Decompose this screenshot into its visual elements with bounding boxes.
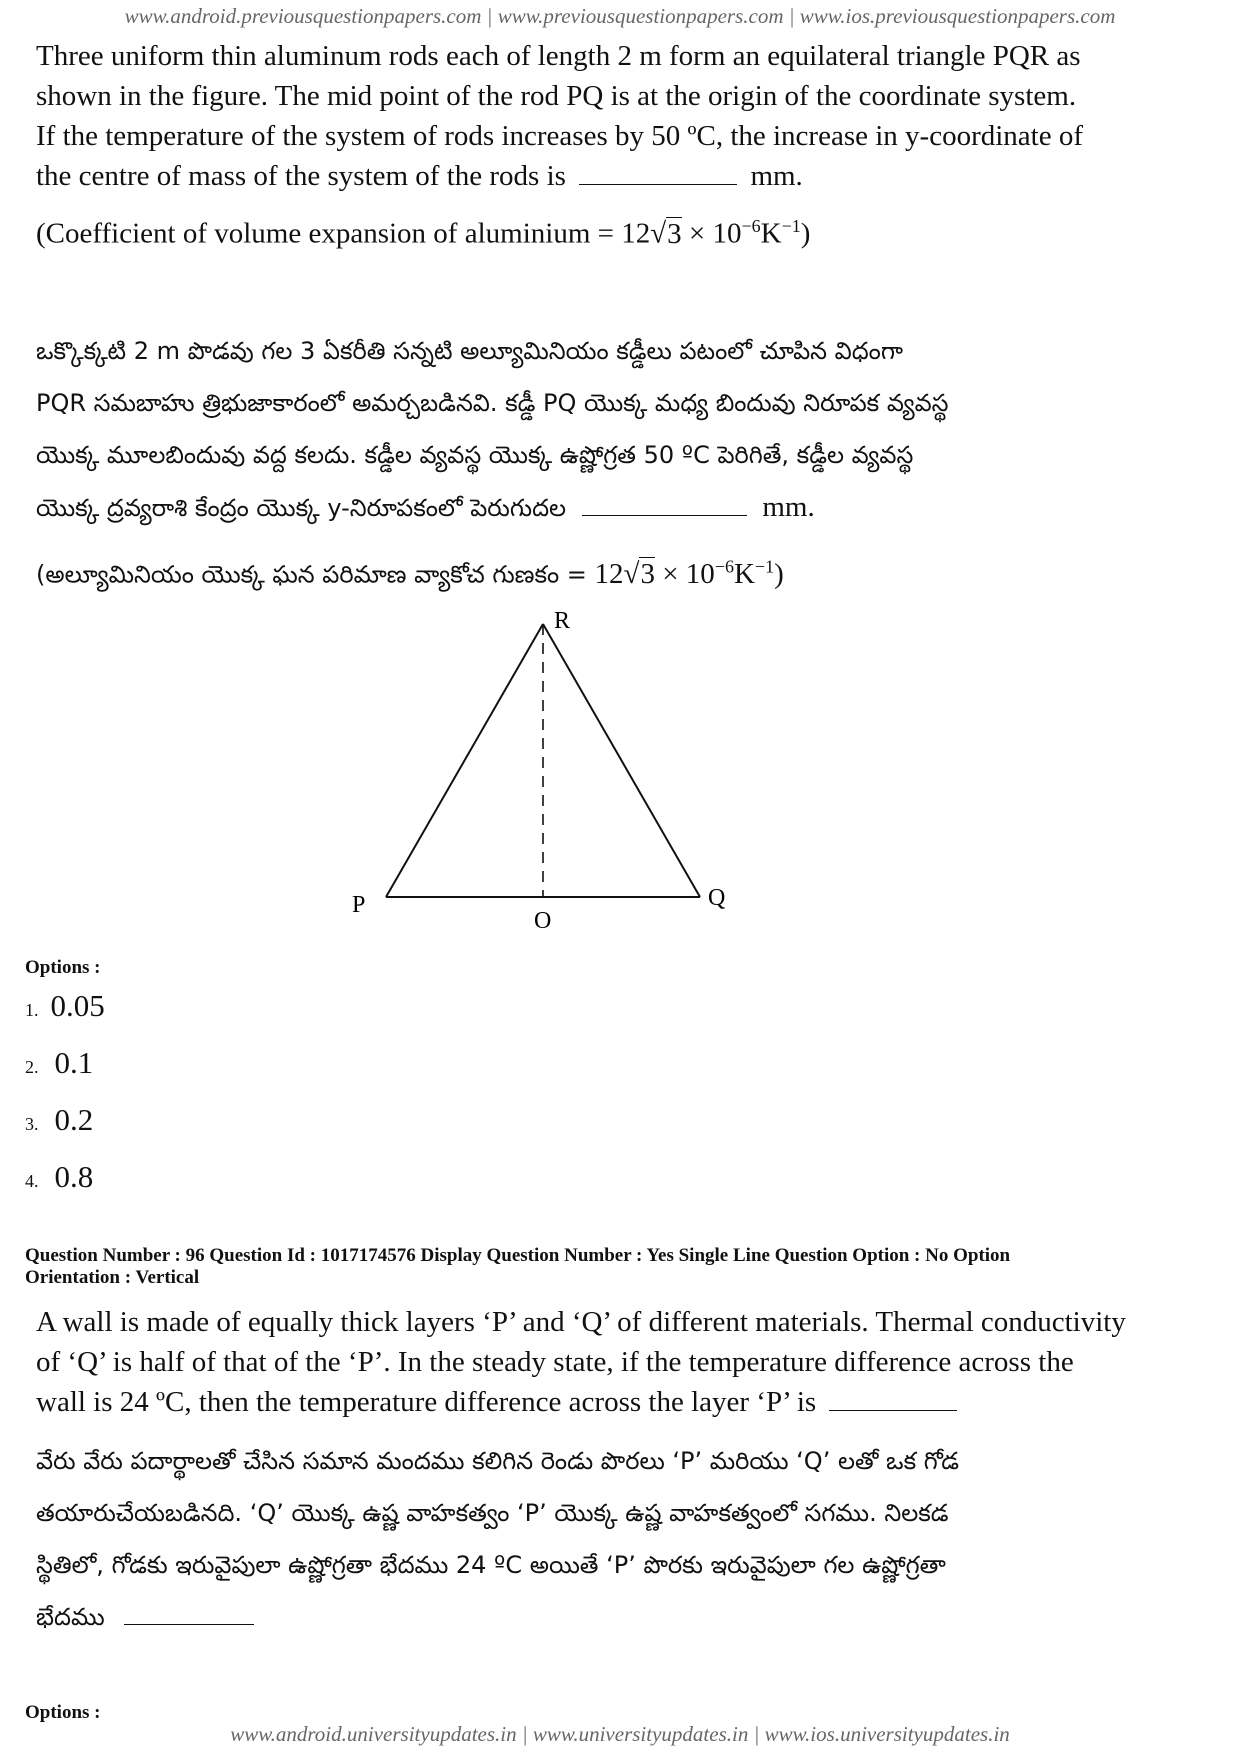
q2-options-label: Options : (25, 1702, 101, 1723)
rod-qr (543, 624, 700, 897)
coef-unit-exp: −1 (781, 216, 801, 236)
q1-te-line-1: ఒక్కొక్కటి 2 m పొడవు గల 3 ఏకరీతి సన్నటి అల్యూమినియం కడ్డీలు పటంలో చూపిన విధంగా (36, 337, 903, 365)
q2-en-line-1: A wall is made of equally thick layers ‘P’ and ‘Q’ of different materials. Thermal conductivity (36, 1306, 1126, 1338)
sqrt-icon: √ (623, 557, 640, 590)
te-coef-times: × 10 (662, 557, 715, 590)
coef-label: (Coefficient of volume expansion of aluminium = (36, 217, 614, 250)
option-number: 1. (25, 1000, 39, 1020)
option-number: 4. (25, 1171, 39, 1191)
sqrt-icon: √ (650, 217, 667, 250)
rod-pr (386, 624, 543, 897)
coef-num: 12 (621, 217, 651, 250)
answer-blank (124, 1604, 254, 1625)
q1-te-line-2: PQR సమబాహు త్రిభుజాకారంలో అమర్చబడినవి. కడ్డీ PQ యొక్క మధ్య బిందువు నిరూపక వ్యవస్థ (36, 389, 949, 417)
option-number: 3. (25, 1114, 39, 1134)
te-coef-num: 12 (594, 557, 624, 590)
option-number: 2. (25, 1057, 39, 1077)
q2-te-line-2: తయారుచేయబడినది. ‘Q’ యొక్క ఉష్ణ వాహకత్వం ‘P’ యొక్క ఉష్ణ వాహకత్వంలో సగము. నిలకడ (36, 1499, 949, 1527)
label-r: R (554, 608, 571, 634)
q1-te-unit: mm. (762, 491, 815, 523)
label-q: Q (708, 885, 726, 911)
q2-en-line-3 (36, 1382, 1216, 1422)
q1-option-4[interactable] (25, 1159, 93, 1195)
footer-watermark: www.android.universityupdates.in | www.universityupdates.in | www.ios.universityupdates.in (230, 1722, 1010, 1746)
q2-meta-line-1: Question Number : 96 Question Id : 1017174576 Display Question Number : Yes Single Line Question Option : No Option (25, 1245, 1011, 1266)
coef-close: ) (800, 217, 811, 250)
header-watermark: www.android.previousquestionpapers.com | www.previousquestionpapers.com | www.ios.previousquestionpapers.com (124, 4, 1116, 28)
q1-en-line-3: If the temperature of the system of rods increases by 50 ºC, the increase in y-coordinate of (36, 120, 1083, 152)
q1-te-line-4-text: యొక్క ద్రవ్యరాశి కేంద్రం యొక్క y-నిరూపకంలో పెరుగుదల (36, 494, 567, 522)
q1-option-1[interactable] (25, 988, 105, 1024)
coef-exp: −6 (741, 216, 761, 236)
option-value: 0.8 (54, 1159, 94, 1194)
q2-en-line-2: of ‘Q’ is half of that of the ‘P’. In the steady state, if the temperature difference across the (36, 1346, 1074, 1378)
q1-te-line-3: యొక్క మూలబిందువు వద్ద కలదు. కడ్డీల వ్యవస్థ యొక్క ఉష్ణోగ్రత 50 ºC పెరిగితే, కడ్డీల వ్యవస్థ (36, 441, 914, 469)
q2-te-line-3: స్థితిలో, గోడకు ఇరువైపులా ఉష్ణోగ్రతా భేదము 24 ºC అయితే ‘P’ పొరకు ఇరువైపులా గల ఉష్ణోగ్రతా (36, 1551, 946, 1579)
answer-blank (829, 1382, 957, 1411)
te-coef-unit: K (733, 557, 755, 590)
option-value: 0.1 (54, 1045, 94, 1080)
q2-en-line-3-text: wall is 24 ºC, then the temperature difference across the layer ‘P’ is (36, 1386, 817, 1418)
coef-times: × 10 (688, 217, 742, 250)
option-value: 0.2 (54, 1102, 94, 1137)
q2-te-line-1: వేరు వేరు పదార్థాలతో చేసిన సమాన మందము కలిగిన రెండు పొరలు ‘P’ మరియు ‘Q’ లతో ఒక గోడ (36, 1447, 960, 1475)
label-p: P (352, 892, 366, 918)
q1-option-2[interactable] (25, 1045, 93, 1081)
q2-metadata (25, 1245, 1225, 1289)
q1-en-line-2: shown in the figure. The mid point of the rod PQ is at the origin of the coordinate system. (36, 80, 1077, 112)
te-coef-unit-exp: −1 (754, 556, 775, 576)
te-coef-label: (అల్యూమినియం యొక్క ఘన పరిమాణ వ్యాకోచ గుణకం = (36, 560, 587, 589)
q1-option-3[interactable] (25, 1102, 93, 1138)
te-coef-close: ) (774, 557, 784, 590)
te-coef-exp: −6 (714, 556, 734, 576)
coef-unit: K (760, 217, 782, 250)
q2-meta-line-2: Orientation : Vertical (25, 1267, 200, 1288)
q2-telugu-text (36, 1435, 1216, 1643)
q1-en-line-1: Three uniform thin aluminum rods each of length 2 m form an equilateral triangle PQR as (36, 40, 1081, 72)
q2-te-line-4 (36, 1591, 1216, 1643)
q1-en-line-4-text: the centre of mass of the system of the rods is (36, 160, 566, 192)
q1-options-label: Options : (25, 957, 101, 978)
q2-english-text (36, 1302, 1216, 1422)
label-o: O (534, 908, 552, 934)
coef-root: 3 (667, 217, 682, 250)
te-coef-root: 3 (640, 557, 655, 590)
q2-te-line-4-text: భేదము (36, 1603, 105, 1631)
option-value: 0.05 (50, 988, 105, 1023)
q1-en-unit: mm. (750, 160, 803, 192)
